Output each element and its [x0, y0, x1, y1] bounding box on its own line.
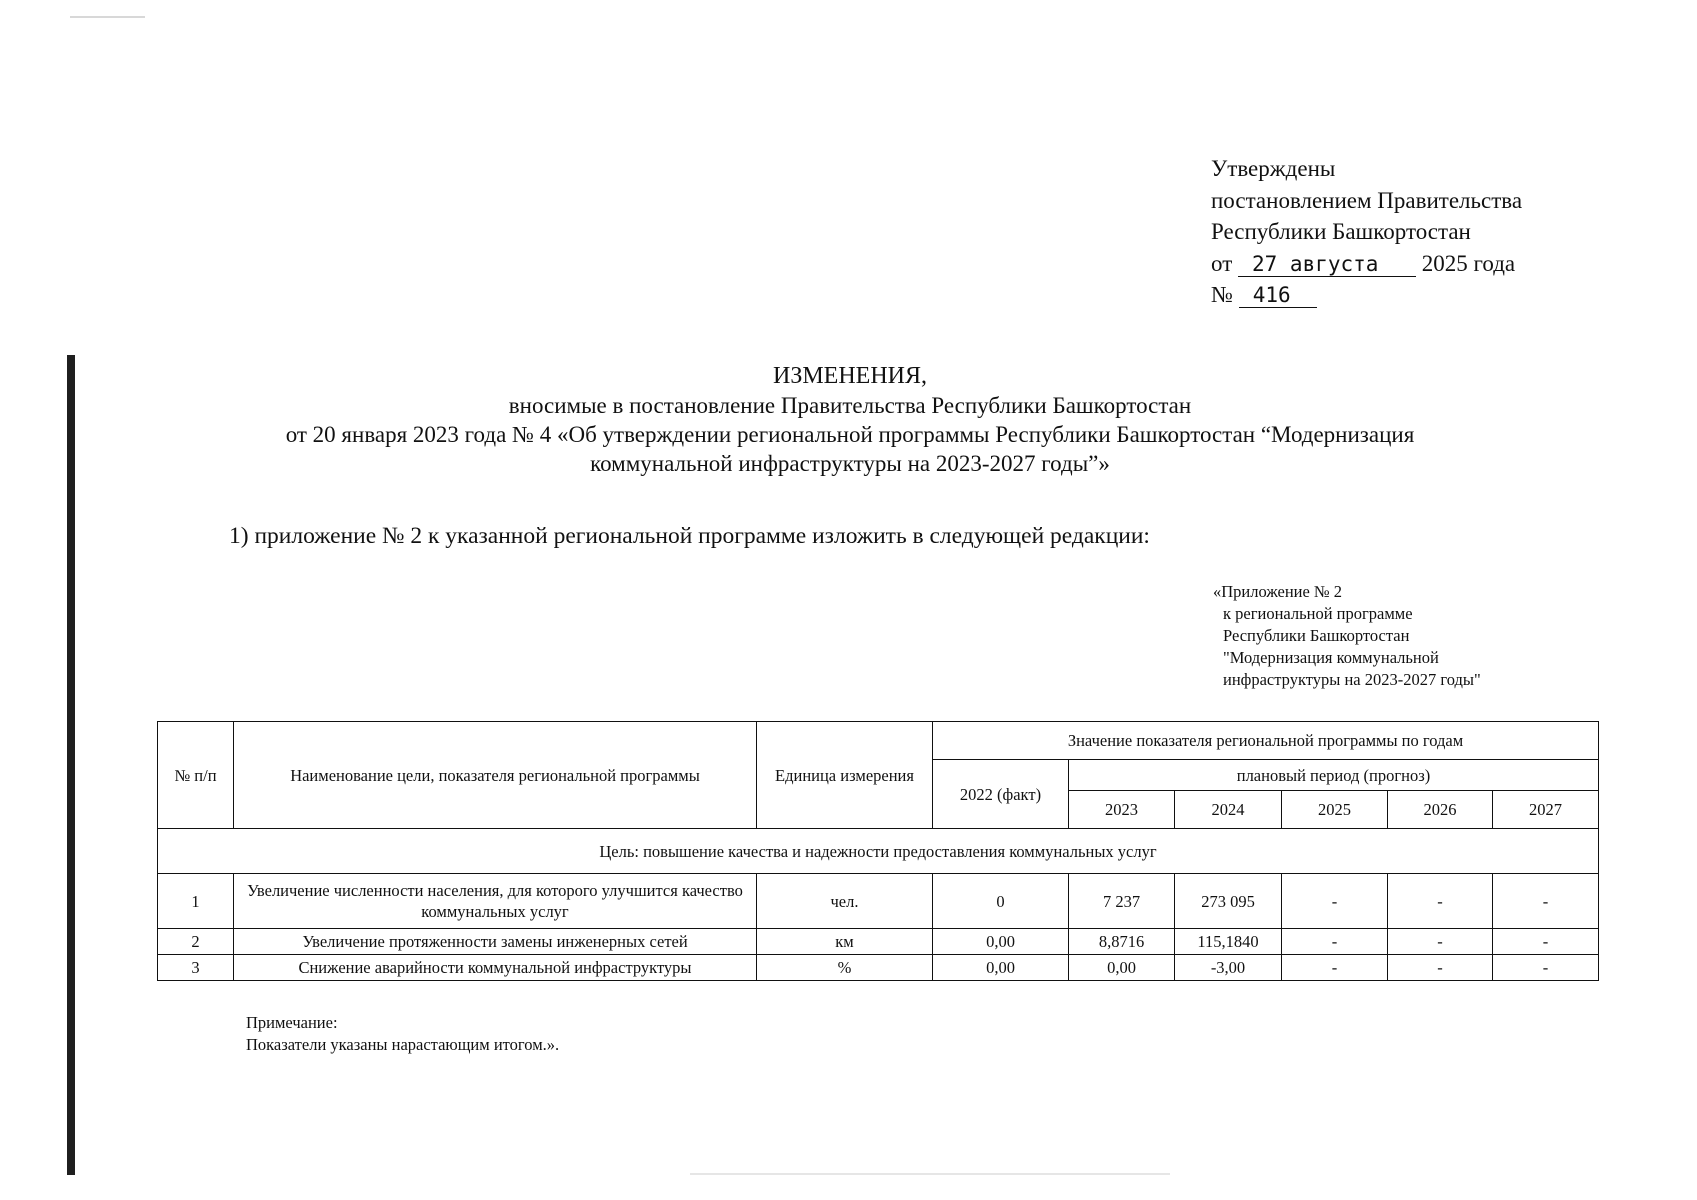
cell-base: 0,00 — [933, 929, 1069, 955]
appendix-line-2: к региональной программе — [1223, 604, 1413, 623]
cell-2027: - — [1493, 874, 1599, 929]
approval-line-1: Утверждены — [1211, 156, 1336, 181]
cell-name: Увеличение протяженности замены инженерных сетей — [234, 929, 757, 955]
header-number: № п/п — [158, 722, 234, 829]
approval-date-line — [1211, 248, 1522, 280]
cell-2026: - — [1388, 874, 1493, 929]
header-year: 2024 — [1175, 791, 1282, 829]
cell-number: 3 — [158, 955, 234, 981]
approval-date-handwritten: 27 августа — [1238, 252, 1416, 277]
scan-binding-edge — [67, 355, 75, 1175]
cell-number: 2 — [158, 929, 234, 955]
approval-stamp — [1211, 153, 1522, 311]
cell-2025: - — [1282, 955, 1388, 981]
approval-number-handwritten: 416 — [1239, 283, 1317, 308]
cell-name: Снижение аварийности коммунальной инфраструктуры — [234, 955, 757, 981]
appendix-line-4: "Модернизация коммунальной — [1223, 648, 1439, 667]
appendix-line-3: Республики Башкортостан — [1223, 626, 1410, 645]
cell-unit: чел. — [757, 874, 933, 929]
document-subtitle-2: от 20 января 2023 года № 4 «Об утверждении региональной программы Республики Башкортостан “Модернизация — [285, 422, 1415, 447]
cell-2025: - — [1282, 874, 1388, 929]
approval-date-prefix: от — [1211, 250, 1233, 276]
header-year: 2026 — [1388, 791, 1493, 829]
cell-2024: 273 095 — [1175, 874, 1282, 929]
table-row — [158, 955, 1599, 981]
approval-line-3: Республики Башкортостан — [1211, 219, 1471, 244]
document-subtitle-1: вносимые в постановление Правительства Республики Башкортостан — [508, 393, 1192, 418]
indicators-table — [157, 721, 1599, 981]
approval-date-suffix: 2025 года — [1421, 250, 1516, 276]
cell-2023: 7 237 — [1069, 874, 1175, 929]
header-year: 2023 — [1069, 791, 1175, 829]
header-base-year: 2022 (факт) — [933, 760, 1069, 829]
header-year: 2027 — [1493, 791, 1599, 829]
document-heading — [160, 362, 1540, 478]
cell-base: 0,00 — [933, 955, 1069, 981]
cell-2023: 8,8716 — [1069, 929, 1175, 955]
document-subtitle-3: коммунальной инфраструктуры на 2023-2027 годы”» — [590, 451, 1110, 476]
cell-2023: 0,00 — [1069, 955, 1175, 981]
note-label: Примечание: — [246, 1013, 338, 1032]
approval-number-prefix: № — [1211, 282, 1233, 307]
header-name: Наименование цели, показателя региональной программы — [234, 722, 757, 829]
header-unit: Единица измерения — [757, 722, 933, 829]
header-values: Значение показателя региональной программы по годам — [933, 722, 1599, 760]
cell-2027: - — [1493, 955, 1599, 981]
header-plan-period: плановый период (прогноз) — [1069, 760, 1599, 791]
cell-number: 1 — [158, 874, 234, 929]
header-year: 2025 — [1282, 791, 1388, 829]
goal-row: Цель: повышение качества и надежности предоставления коммунальных услуг — [158, 829, 1599, 874]
approval-line-2: постановлением Правительства — [1211, 187, 1523, 213]
cell-2024: 115,1840 — [1175, 929, 1282, 955]
table-note — [246, 1012, 559, 1056]
cell-2026: - — [1388, 955, 1493, 981]
cell-2027: - — [1493, 929, 1599, 955]
note-text: Показатели указаны нарастающим итогом.». — [246, 1035, 560, 1054]
cell-base: 0 — [933, 874, 1069, 929]
appendix-line-1: «Приложение № 2 — [1213, 582, 1343, 601]
instruction-paragraph: 1) приложение № 2 к указанной региональной программе изложить в следующей редакции: — [229, 523, 1150, 549]
cell-name: Увеличение численности населения, для которого улучшится качество коммунальных услуг — [234, 874, 757, 929]
cell-2024: -3,00 — [1175, 955, 1282, 981]
approval-number-line — [1211, 279, 1522, 311]
document-title: ИЗМЕНЕНИЯ, — [772, 363, 928, 389]
scan-artifact — [70, 16, 145, 18]
cell-unit: % — [757, 955, 933, 981]
appendix-line-5: инфраструктуры на 2023-2027 годы" — [1223, 670, 1481, 689]
cell-2026: - — [1388, 929, 1493, 955]
cell-unit: км — [757, 929, 933, 955]
appendix-heading — [1213, 581, 1481, 691]
scan-artifact-bottom — [690, 1173, 1170, 1175]
cell-2025: - — [1282, 929, 1388, 955]
table-row — [158, 874, 1599, 929]
table-row — [158, 929, 1599, 955]
